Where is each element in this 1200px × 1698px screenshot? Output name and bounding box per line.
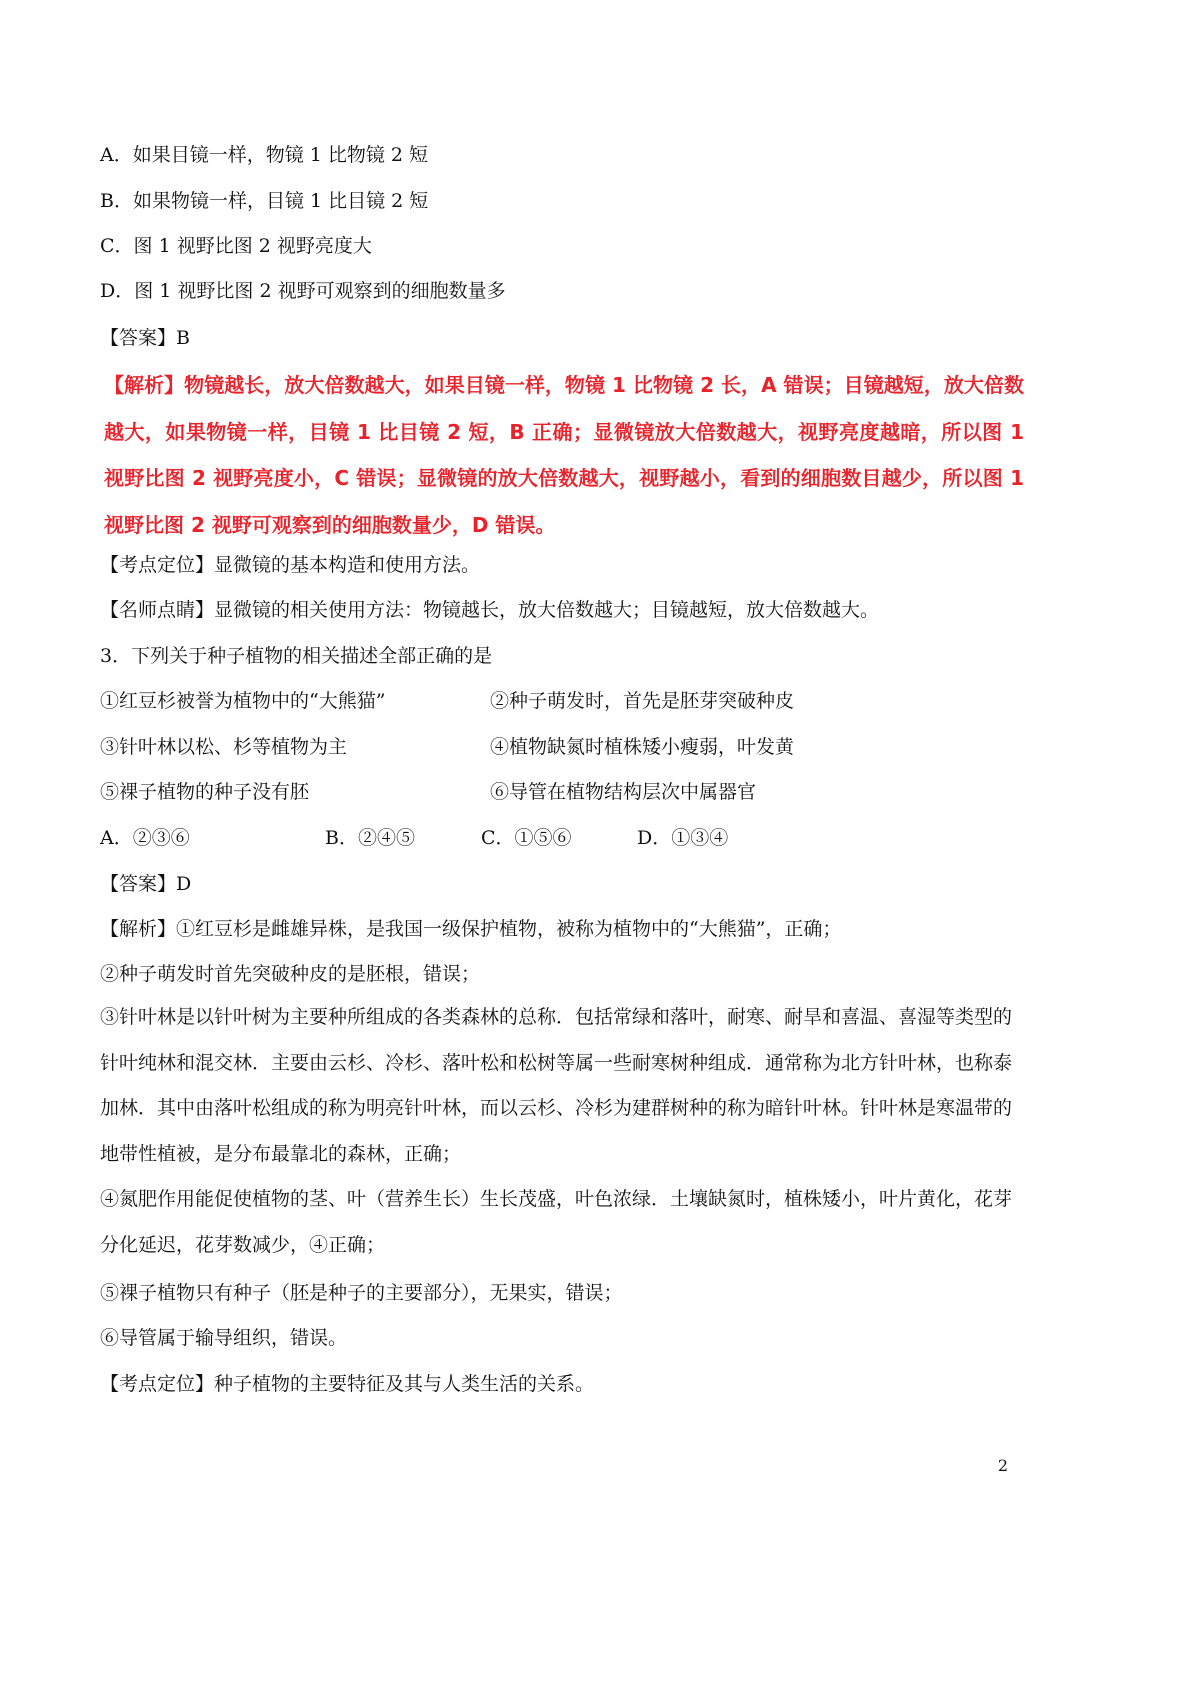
q3-option-b: B．②④⑤ — [325, 827, 415, 849]
q3-knowledge-point: 【考点定位】种子植物的主要特征及其与人类生活的关系。 — [100, 1373, 595, 1395]
q2-analysis: 【解析】物镜越长，放大倍数越大，如果目镜一样，物镜 1 比物镜 2 长，A 错误；目镜越短，放大倍数越大，如果物镜一样，目镜 1 比目镜 2 短，B 正确；显微镜放大倍数越大，视野亮度越暗，所以图 1 视野比图 2 视野亮度小，C 错误；显微镜的放大倍数越大，视野越小，看到的细胞数目越少，所以图 1 视野比图 2 视野可观察到的细胞数量少，D 错误。 — [104, 373, 1024, 537]
q3-statement-1: ①红豆杉被誉为植物中的“大熊猫” — [100, 690, 386, 712]
q3-stem: 3．下列关于种子植物的相关描述全部正确的是 — [100, 645, 493, 667]
q3-analysis-p5: ⑤裸子植物只有种子（胚是种子的主要部分），无果实，错误； — [100, 1282, 623, 1304]
q2-option-b: B．如果物镜一样，目镜 1 比目镜 2 短 — [100, 190, 429, 212]
q2-option-a: A．如果目镜一样，物镜 1 比物镜 2 短 — [100, 144, 429, 166]
q3-analysis-p4: ④氮肥作用能促使植物的茎、叶（营养生长）生长茂盛，叶色浓绿．土壤缺氮时，植株矮小，叶片黄化，花芽分化延迟，花芽数减少，④正确； — [100, 1188, 1013, 1256]
q3-statement-5: ⑤裸子植物的种子没有胚 — [100, 781, 310, 803]
q2-option-c: C．图 1 视野比图 2 视野亮度大 — [100, 235, 372, 257]
q3-option-c: C．①⑤⑥ — [481, 827, 572, 849]
q2-answer: 【答案】B — [100, 327, 190, 349]
q2-option-d: D．图 1 视野比图 2 视野可观察到的细胞数量多 — [100, 280, 506, 302]
q3-statement-3: ③针叶林以松、杉等植物为主 — [100, 736, 348, 758]
q3-analysis-p6: ⑥导管属于输导组织，错误。 — [100, 1327, 348, 1349]
q3-analysis-p1: 【解析】①红豆杉是雌雄异株，是我国一级保护植物，被称为植物中的“大熊猫”，正确； — [100, 918, 842, 940]
q3-statement-2: ②种子萌发时，首先是胚芽突破种皮 — [490, 690, 795, 712]
page-number: 2 — [997, 1456, 1008, 1475]
q3-statement-6: ⑥导管在植物结构层次中属器官 — [490, 781, 757, 803]
q3-analysis-p2: ②种子萌发时首先突破种皮的是胚根，错误； — [100, 963, 481, 985]
q3-statement-4: ④植物缺氮时植株矮小瘦弱，叶发黄 — [490, 736, 795, 758]
q2-teacher-tip: 【名师点睛】显微镜的相关使用方法：物镜越长，放大倍数越大；目镜越短，放大倍数越大。 — [100, 599, 880, 621]
q2-knowledge-point: 【考点定位】显微镜的基本构造和使用方法。 — [100, 554, 481, 576]
q3-analysis-p3: ③针叶林是以针叶树为主要种所组成的各类森林的总称．包括常绿和落叶，耐寒、耐旱和喜温、喜湿等类型的针叶纯林和混交林．主要由云杉、冷杉、落叶松和松树等属一些耐寒树种组成．通常称为北方针叶林，也称泰加林．其中由落叶松组成的称为明亮针叶林，而以云杉、冷杉为建群树种的称为暗针叶林。针叶林是寒温带的地带性植被，是分布最靠北的森林，正确； — [100, 1006, 1013, 1165]
q3-answer: 【答案】D — [100, 873, 192, 895]
q3-option-a: A．②③⑥ — [100, 827, 190, 849]
q3-option-d: D．①③④ — [637, 827, 729, 849]
